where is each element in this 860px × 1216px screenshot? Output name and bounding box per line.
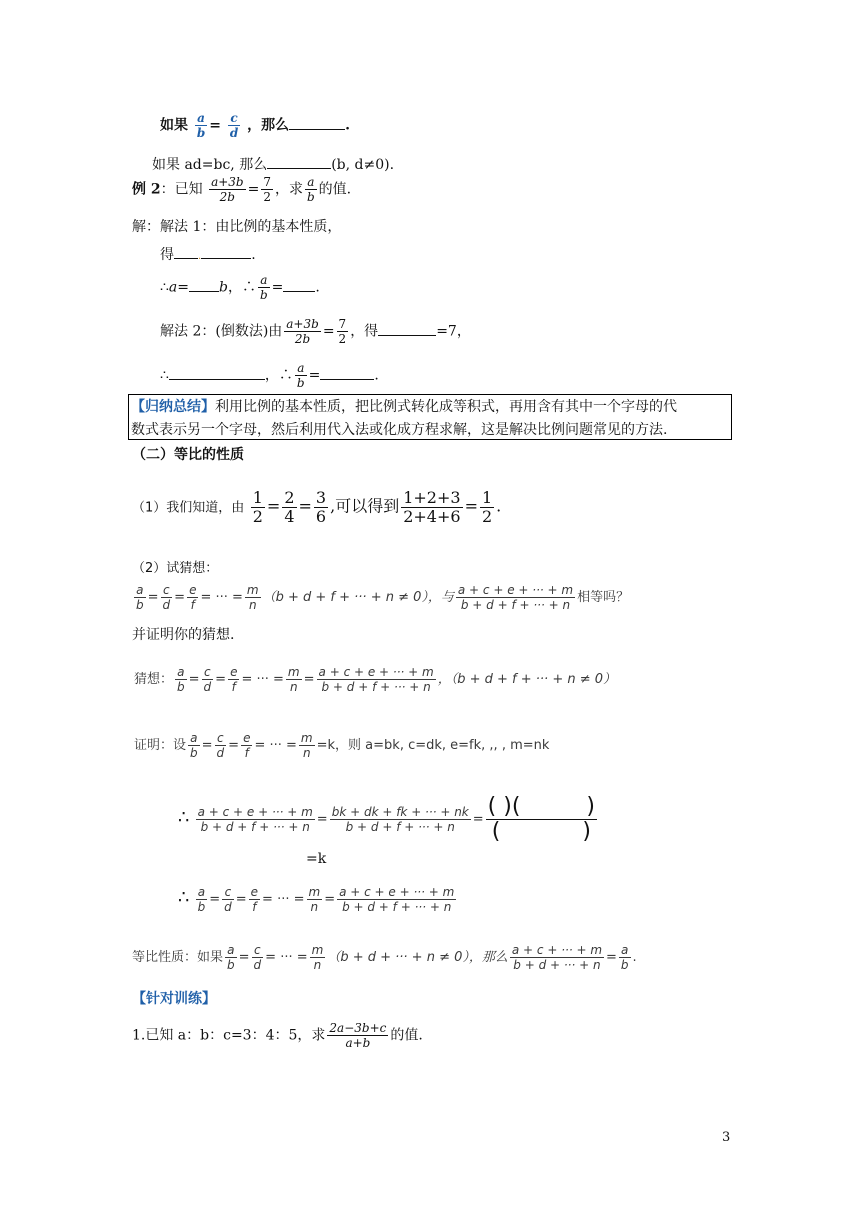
- part-2-title: （2）试猜想：: [132, 561, 219, 576]
- fraction-c-over-d: $\frac{c}{d}$: [162, 583, 171, 612]
- fraction-c-over-d: $\frac{c}{d}$: [229, 111, 239, 140]
- part-2-conjecture: $\frac{a}{b}$ = $\frac{c}{d}$ = $\frac{e}{f}$ = ··· = $\frac{m}{n}$ （b + d + f + ··· + n ≠ 0），与 $\frac{a + c + e + \cdot\cdot\cdot + m}{b + d + f + \cdot\cdot\cdot + n}$ 相等吗？: [136, 583, 630, 612]
- fraction-2-over-4: $\frac{2}{4}$: [284, 488, 295, 526]
- page-number: 3: [722, 1130, 731, 1145]
- practice-question-1: 1.已知 a：b：c=3：4：5，求 $\frac{2a-3b+c}{a+b}$ 的值.: [132, 1021, 423, 1050]
- fraction-a-over-b: $\frac{a}{b}$: [259, 273, 268, 302]
- fraction-m-over-n: $\frac{m}{n}$: [287, 665, 300, 694]
- answer-blank[interactable]: [201, 246, 251, 259]
- proof-conclusion: ∴ $\frac{a}{b}$ = $\frac{c}{d}$ = $\frac{e}{f}$ = ··· = $\frac{m}{n}$ = $\frac{a + c + e + \cdot\cdot\cdot + m}{b + d + f + \cdot\cdot\cdot + n}$: [178, 885, 455, 914]
- proof-equals-k: =k: [306, 851, 327, 867]
- fraction-blank-parens[interactable]: ( )( ) ( ): [487, 794, 595, 844]
- fraction-e-over-f: $\frac{e}{f}$: [189, 583, 197, 612]
- prove-instruction: 并证明你的猜想.: [132, 627, 235, 643]
- fraction-e-over-f: $\frac{e}{f}$: [230, 665, 238, 694]
- answer-blank[interactable]: [174, 246, 198, 259]
- fraction-1-over-2: $\frac{1}{2}$: [252, 488, 263, 526]
- answer-blank[interactable]: [267, 156, 331, 169]
- summary-line-1: 【归纳总结】利用比例的基本性质，把比例式转化成等积式，再用含有其中一个字母的代: [131, 399, 677, 415]
- solution-1-therefore: ∴a= b，∴ $\frac{a}{b}$ = .: [160, 273, 320, 302]
- fraction-m-over-n: $\frac{m}{n}$: [300, 731, 313, 760]
- answer-blank[interactable]: [378, 323, 436, 336]
- answer-blank[interactable]: [289, 117, 345, 130]
- answer-blank[interactable]: [320, 367, 374, 380]
- fraction-7-over-2: $\frac{7}{2}$: [263, 175, 271, 204]
- conjecture-statement: 猜想： $\frac{a}{b}$ = $\frac{c}{d}$ = $\frac{e}{f}$ = ··· = $\frac{m}{n}$ = $\frac{a + c + e + \cdot\cdot\cdot + m}{b + d + f + \cdot\cdot\cdot + n}$ ，（b + d + f + ··· + n ≠ 0）: [134, 665, 617, 694]
- line-if-ad-bc: 如果 ad=bc, 那么 (b, d≠0).: [152, 157, 395, 173]
- fraction-sum-letters: $\frac{a + c + e + \cdot\cdot\cdot + m}{b + d + f + \cdot\cdot\cdot + n}$: [318, 665, 434, 694]
- fraction-sum-letters: $\frac{a + c + e + \cdot\cdot\cdot + m}{b + d + f + \cdot\cdot\cdot + n}$: [339, 885, 455, 914]
- proof-step-1: ∴ $\frac{a + c + e + \cdot\cdot\cdot + m}{b + d + f + \cdot\cdot\cdot + n}$ = $\frac{bk + dk + fk + \cdot\cdot\cdot + nk}{b + d + f + \cdot\cdot\cdot + n}$ = ( )( ) ( ): [178, 794, 595, 844]
- fraction-a-over-b: $\frac{a}{b}$: [296, 361, 305, 390]
- solution-1-line: 解：解法 1：由比例的基本性质，: [132, 219, 342, 235]
- section-title-equal-ratio: （二）等比的性质: [132, 447, 244, 463]
- fraction-question: $\frac{2a-3b+c}{a+b}$: [329, 1021, 387, 1050]
- fraction-ac-m: $\frac{a + c + \cdot\cdot\cdot + m}{b + d + \cdot\cdot\cdot + n}$: [511, 943, 603, 972]
- fraction-1-over-2: $\frac{1}{2}$: [481, 488, 493, 526]
- fraction-c-over-d: $\frac{c}{d}$: [216, 731, 225, 760]
- fraction-3-over-6: $\frac{3}{6}$: [315, 488, 327, 526]
- fraction-m-over-n: $\frac{m}{n}$: [311, 943, 324, 972]
- fraction-a3b-over-2b: $\frac{a+3b}{2b}$: [211, 175, 244, 204]
- answer-blank[interactable]: [169, 367, 265, 380]
- fraction-a-over-b: $\frac{a}{b}$: [136, 583, 144, 612]
- fraction-7-over-2: $\frac{7}{2}$: [338, 317, 347, 346]
- fraction-a-over-b: $\frac{a}{b}$: [227, 943, 235, 972]
- fraction-a-over-b: $\frac{a}{b}$: [196, 111, 206, 140]
- fraction-a-over-b: $\frac{a}{b}$: [177, 665, 185, 694]
- equal-ratio-property: 等比性质：如果 $\frac{a}{b}$ = $\frac{c}{d}$ = ··· = $\frac{m}{n}$ （b + d + ··· + n ≠ 0），那么 $\frac{a + c + \cdot\cdot\cdot + m}{b + d + \cdot\cdot\cdot + n}$ = $\frac{a}{b}$ .: [132, 943, 637, 972]
- fraction-m-over-n: $\frac{m}{n}$: [246, 583, 259, 612]
- solution-2-line: 解法 2：(倒数法)由 $\frac{a+3b}{2b}$ = $\frac{7}{2}$ ，得 =7，: [160, 317, 471, 346]
- fraction-e-over-f: $\frac{e}{f}$: [250, 885, 259, 914]
- line-if-equal-ratio: 如果 $\frac{a}{b}$ = $\frac{c}{d}$ ，那么 .: [160, 111, 351, 140]
- proof-setup: 证明：设 $\frac{a}{b}$ = $\frac{c}{d}$ = $\frac{e}{f}$ = ··· = $\frac{m}{n}$ =k，则 a=bk, c=dk, e=fk, ,, , m=nk: [134, 731, 550, 760]
- fraction-a-over-b: $\frac{a}{b}$: [306, 175, 315, 204]
- practice-heading: 【针对训练】: [132, 991, 216, 1007]
- part-1-known: （1）我们知道，由 $\frac{1}{2}$ = $\frac{2}{4}$ = $\frac{3}{6}$ ,可以得到 $\frac{1+2+3}{2+4+6}$ = $\frac{1}{2}$ .: [132, 488, 502, 526]
- fraction-bk-sum: $\frac{bk + dk + fk + \cdot\cdot\cdot + nk}{b + d + f + \cdot\cdot\cdot + n}$: [331, 805, 469, 834]
- solution-2-therefore: ∴ ，∴ $\frac{a}{b}$ = .: [160, 361, 379, 390]
- fraction-a-over-b: $\frac{a}{b}$: [620, 943, 629, 972]
- summary-line-2: 数式表示另一个字母，然后利用代入法或化成方程求解，这是解决比例问题常见的方法.: [131, 422, 668, 438]
- fraction-m-over-n: $\frac{m}{n}$: [308, 885, 321, 914]
- answer-blank[interactable]: [189, 279, 219, 292]
- fraction-e-over-f: $\frac{e}{f}$: [243, 731, 251, 760]
- fraction-c-over-d: $\frac{c}{d}$: [203, 665, 212, 694]
- solution-1-result: 得 . .: [160, 247, 256, 263]
- fraction-a3b-over-2b: $\frac{a+3b}{2b}$: [286, 317, 319, 346]
- answer-blank[interactable]: [283, 279, 315, 292]
- fraction-sum-letters: $\frac{a + c + e + \cdot\cdot\cdot + m}{b + d + f + \cdot\cdot\cdot + n}$: [197, 805, 313, 834]
- fraction-c-over-d: $\frac{c}{d}$: [224, 885, 232, 914]
- fraction-sum: $\frac{1+2+3}{2+4+6}$: [403, 488, 461, 526]
- fraction-c-over-d: $\frac{c}{d}$: [253, 943, 262, 972]
- fraction-a-over-b: $\frac{a}{b}$: [197, 885, 206, 914]
- example-2: 例 2：已知 $\frac{a+3b}{2b}$ = $\frac{7}{2}$ ，求 $\frac{a}{b}$ 的值.: [132, 175, 352, 204]
- fraction-sum-letters: $\frac{a + c + e + \cdot\cdot\cdot + m}{b + d + f + \cdot\cdot\cdot + n}$: [457, 583, 574, 612]
- fraction-a-over-b: $\frac{a}{b}$: [190, 731, 198, 760]
